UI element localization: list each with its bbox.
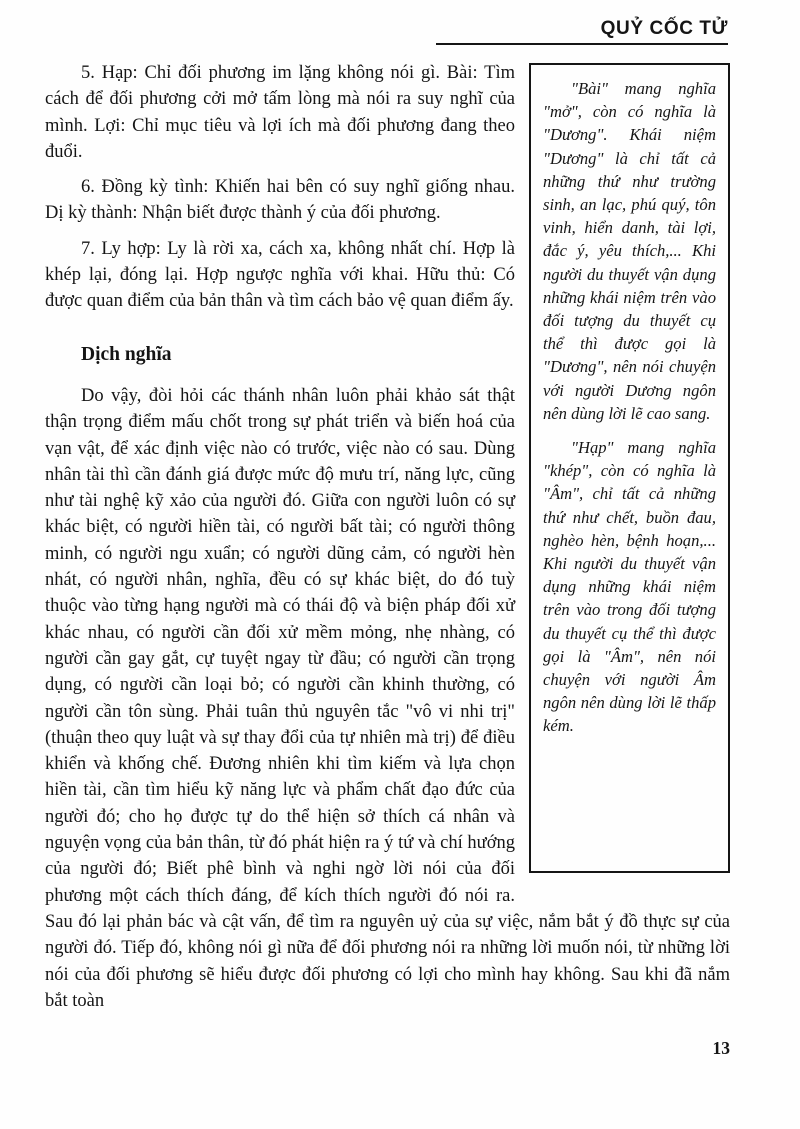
page-header bbox=[45, 18, 728, 45]
body-paragraph: Do vậy, đòi hỏi các thánh nhân luôn phải khảo sát thật thận trọng điểm mấu chốt trong sự phát triển và biến hoá của vạn vật, để xác định việc nào có trước, việc nào có sau. Dùng nhân tài thì cần đánh giá được mức độ mưu trí, năng lực, cũng như tài nghệ kỹ xảo của người đó. Giữa con người luôn có sự khác biệt, có người hiền tài, có người bất tài; có người thông minh, có người ngu xuẩn; có người dũng cảm, có người hèn nhát, có người nhân, nghĩa, đều có sự khác biệt, do đó tuỳ thuộc vào từng hạng người mà có thái độ và biện pháp đối xử khác nhau, có người cần đối xử mềm mỏng, nhẹ nhàng, có người cần gay gắt, cự tuyệt ngay từ đầu; có người cần trọng dụng, có người cần loại bỏ; có người cần khinh thường, có người cần tôn sùng. Phải tuân thủ nguyên tắc "vô vi nhi trị" (thuận theo quy luật và sự thay đổi của tự nhiên mà trị) để điều khiển và khống chế. Đương nhiên khi tìm kiếm và lựa chọn hiền tài, cần tìm hiểu kỹ năng lực và phẩm chất đạo đức của người đó; cho họ được tự do thể hiện sở thích cá nhân và nguyện vọng của bản thân, từ đó phát hiện ra ý tứ và chí hướng của người đó; Biết phê bình và nghi ngờ lời nói của đối phương một cách thích đáng, để kích thích người đó nói ra. Sau đó lại phản bác và cật vấn, để tìm ra nguyên uỷ của sự việc, nắm bắt ý đồ thực sự của người đó. Tiếp đó, không nói gì nữa để đối phương nói ra những lời muốn nói, từ những lời nói của đối phương sẽ hiểu được đối phương có lợi cho mình hay không. Sau khi đã nắm bắt toàn bbox=[45, 385, 730, 1011]
note-paragraph-hap: "Hạp" mang nghĩa "khép", còn có nghĩa là "Âm", chỉ tất cả những thứ như chết, buồn đau, nghèo hèn, bệnh hoạn,... Khi người du thuyết vận dụng những khái niệm trên vào trong đối tượng du thuyết cụ thể thì được gọi là "Âm", nên nói chuyện với người Âm ngôn nên dùng lời lẽ thấp kém. bbox=[543, 438, 716, 736]
numbered-item-7: 7. Ly hợp: Ly là rời xa, cách xa, không nhất chí. Hợp là khép lại, đóng lại. Hợp ngược nghĩa với khai. Hữu thủ: Có được quan điểm của bản thân và tìm cách bảo vệ quan điểm ấy. bbox=[45, 238, 515, 312]
numbered-item-6: 6. Đồng kỳ tình: Khiến hai bên có suy nghĩ giống nhau. Dị kỳ thành: Nhận biết được thành ý của đối phương. bbox=[45, 177, 515, 224]
running-head-title: QUỶ CỐC TỬ bbox=[436, 18, 728, 45]
note-paragraph-bai: "Bài" mang nghĩa "mở", còn có nghĩa là "Dương". Khái niệm "Dương" là chỉ tất cả những thứ như trường sinh, an lạc, phú quý, tôn vinh, hiển danh, tài lợi, đắc ý, yêu thích,... Khi người du thuyết vận dụng những khái niệm trên vào đối tượng du thuyết cụ thể thì được gọi là "Dương", nên nói chuyện với người Dương ngôn nên dùng lời lẽ cao sang. bbox=[543, 79, 716, 423]
margin-note-box bbox=[529, 63, 730, 873]
section-heading: Dịch nghĩa bbox=[81, 343, 172, 365]
page-content bbox=[45, 60, 730, 1014]
page-number: 13 bbox=[712, 1038, 730, 1058]
numbered-item-5: 5. Hạp: Chỉ đối phương im lặng không nói gì. Bài: Tìm cách để đối phương cởi mở tấm lòng mà nói ra suy nghĩ của mình. Lợi: Chỉ mục tiêu và lợi ích mà đối phương đang theo đuổi. bbox=[45, 63, 515, 162]
